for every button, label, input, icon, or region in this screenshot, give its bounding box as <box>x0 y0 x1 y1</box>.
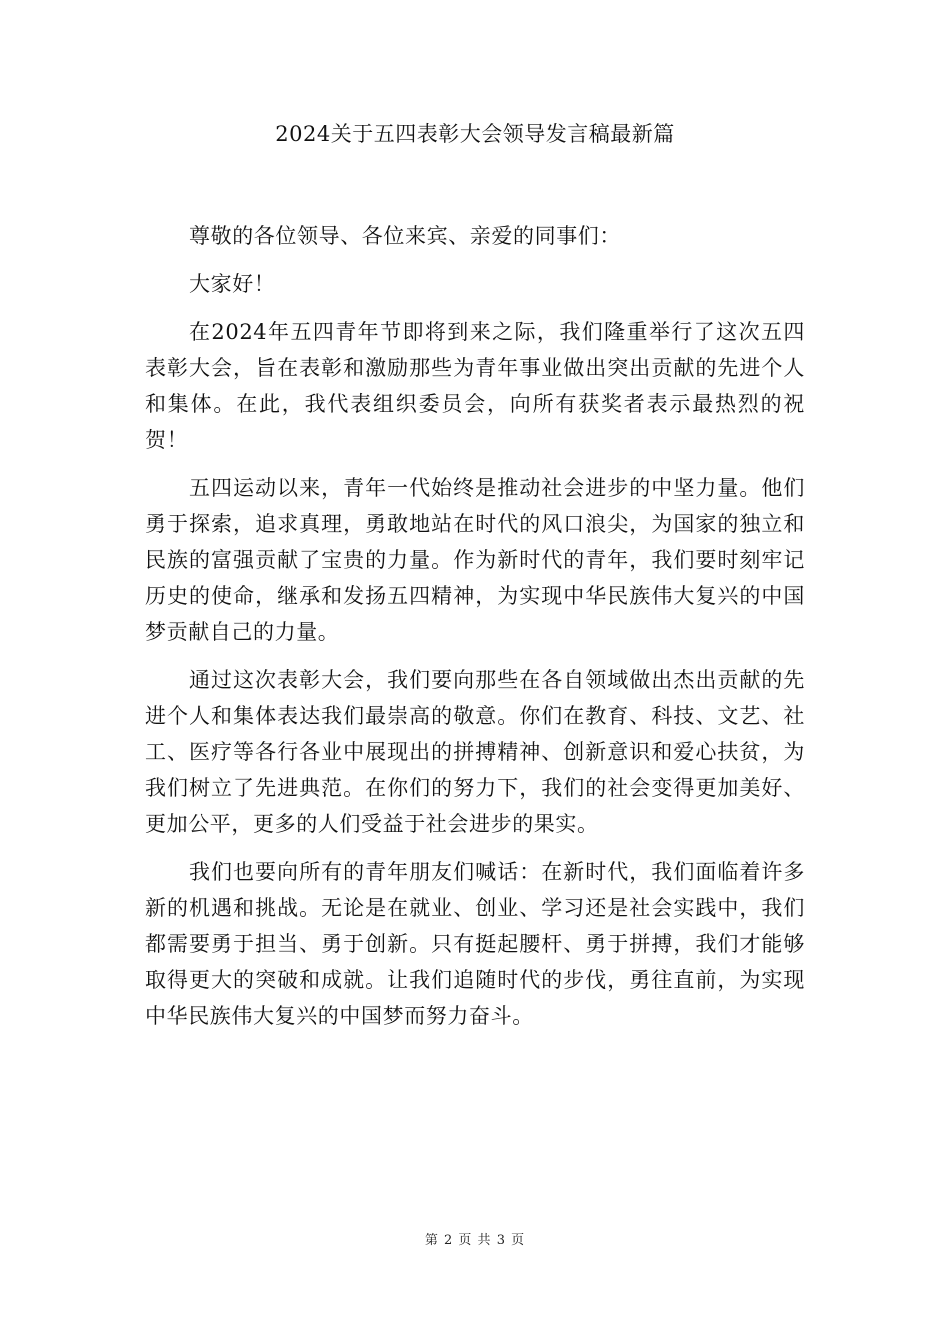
body-paragraph-3: 通过这次表彰大会，我们要向那些在各自领域做出杰出贡献的先进个人和集体表达我们最崇高的敬意。你们在教育、科技、文艺、社工、医疗等各行各业中展现出的拼搏精神、创新意识和爱心扶贫，为我们树立了先进典范。在你们的努力下，我们的社会变得更加美好、更加公平，更多的人们受益于社会进步的果实。 <box>145 668 805 836</box>
salutation-paragraph: 尊敬的各位领导、各位来宾、亲爱的同事们： <box>189 224 621 248</box>
document-title: 2024关于五四表彰大会领导发言稿最新篇 <box>275 122 675 146</box>
page-number: 第 2 页 共 3 页 <box>424 1233 526 1248</box>
body-paragraph-4: 我们也要向所有的青年朋友们喊话：在新时代，我们面临着许多新的机遇和挑战。无论是在就业、创业、学习还是社会实践中，我们都需要勇于担当、勇于创新。只有挺起腰杆、勇于拼搏，我们才能够取得更大的突破和成就。让我们追随时代的步伐，勇往直前，为实现中华民族伟大复兴的中国梦而努力奋斗。 <box>145 860 805 1028</box>
greeting-paragraph: 大家好！ <box>189 272 276 296</box>
body-paragraph-2: 五四运动以来，青年一代始终是推动社会进步的中坚力量。他们勇于探索，追求真理，勇敢地站在时代的风口浪尖，为国家的独立和民族的富强贡献了宝贵的力量。作为新时代的青年，我们要时刻牢记历史的使命，继承和发扬五四精神，为实现中华民族伟大复兴的中国梦贡献自己的力量。 <box>145 476 805 644</box>
document-body <box>145 218 805 1046</box>
body-paragraph-1: 在2024年五四青年节即将到来之际，我们隆重举行了这次五四表彰大会，旨在表彰和激励那些为青年事业做出突出贡献的先进个人和集体。在此，我代表组织委员会，向所有获奖者表示最热烈的祝贺！ <box>145 320 805 452</box>
